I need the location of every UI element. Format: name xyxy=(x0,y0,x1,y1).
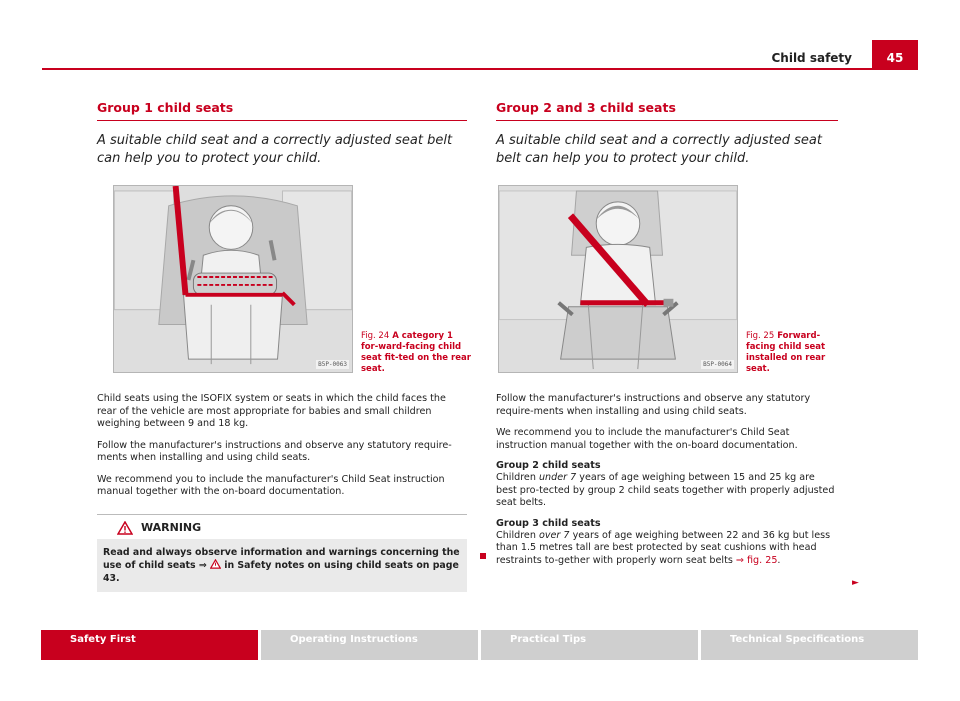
group-3-age: over 7 xyxy=(538,529,570,541)
warning-text-end: in Safety notes on using child seats on page 43. xyxy=(103,559,459,584)
right-paragraph-2: We recommend you to include the manufacturer's Child Seat instruction manual together with the on-board documentation. xyxy=(496,427,798,451)
continue-arrow-icon: ► xyxy=(852,578,859,588)
warning-title: WARNING xyxy=(141,521,202,534)
warning-header xyxy=(97,515,467,539)
figure-24-text: A category 1 for-ward-facing child seat fit-ted on the rear seat. xyxy=(361,331,471,374)
group-2-heading: Group 2 child seats xyxy=(496,460,601,471)
running-section-title: Child safety xyxy=(771,51,852,65)
group-3-heading: Group 3 child seats xyxy=(496,517,601,529)
figure-24-number: Fig. 24 xyxy=(361,331,390,341)
figure-24-illustration xyxy=(113,185,353,373)
booster-seat-illustration xyxy=(499,186,737,372)
figure-25-number: Fig. 25 xyxy=(746,331,775,341)
child-seat-forward-illustration xyxy=(114,186,352,372)
left-paragraph-2: Follow the manufacturer's instructions and observe any statutory require-ments when installing and using child seats. xyxy=(97,439,452,463)
group-2-age: under 7 xyxy=(538,472,577,483)
right-paragraph-1: Follow the manufacturer's instructions and observe any statutory require-ments when installing and using child seats. xyxy=(496,393,811,417)
page-number: 45 xyxy=(872,40,918,68)
figure-25-link[interactable]: ⇒ fig. 25 xyxy=(735,554,778,566)
group-3-text xyxy=(496,530,838,568)
warning-box xyxy=(97,514,467,592)
group-2-text-start: Children xyxy=(496,472,539,483)
left-paragraph-3: We recommend you to include the manufacturer's Child Seat instruction manual together with the on-board documentation. xyxy=(97,473,445,497)
group-1-title: Group 1 child seats xyxy=(97,100,467,121)
figure-24-caption xyxy=(361,331,471,375)
tab-technical-specifications[interactable]: Technical Specifications xyxy=(701,630,918,660)
tab-practical-tips[interactable]: Practical Tips xyxy=(481,630,698,660)
section-end-marker xyxy=(480,553,486,559)
figure-25 xyxy=(496,185,838,375)
group-3-text-start: Children xyxy=(496,529,539,541)
group-2-text xyxy=(496,472,838,510)
group-3-text-mid: years of age weighing between 22 and 36 kg but less than 1.5 metres tall are best protected by seat cushions with head restraints to-gether with properly worn seat belts xyxy=(496,529,831,566)
tab-operating-instructions[interactable]: Operating Instructions xyxy=(261,630,478,660)
figure-25-code: B5P-0064 xyxy=(703,361,732,368)
figure-24-code: B5P-0063 xyxy=(318,361,347,368)
warning-triangle-icon xyxy=(117,521,133,535)
warning-reference-icon[interactable] xyxy=(210,559,221,569)
warning-text xyxy=(97,539,467,592)
figure-25-illustration xyxy=(498,185,738,373)
group-2-text-end: years of age weighing between 15 and 25 kg are best pro-tected by group 2 child seats together with properly adjusted seat belts. xyxy=(496,472,835,508)
page-header xyxy=(42,40,918,70)
group-2-3-title: Group 2 and 3 child seats xyxy=(496,100,838,121)
right-column xyxy=(496,100,838,567)
figure-25-caption xyxy=(746,331,842,375)
warning-text-start: Read and always observe information and warnings concerning the use of child seats ⇒ xyxy=(103,546,460,571)
tab-safety-first[interactable]: Safety First xyxy=(41,630,258,660)
left-paragraph-1: Child seats using the ISOFIX system or seats in which the child faces the rear of the vehicle are most appropriate for babies and small children weighing between 9 and 18 kg. xyxy=(97,393,446,429)
left-column xyxy=(97,100,471,592)
group-2-3-intro: A suitable child seat and a correctly adjusted seat belt can help you to protect your child. xyxy=(496,133,822,166)
group-1-intro: A suitable child seat and a correctly adjusted seat belt can help you to protect your child. xyxy=(97,133,453,166)
figure-24 xyxy=(97,185,471,375)
footer-chapter-tabs xyxy=(41,630,918,660)
figure-25-text: Forward-facing child seat installed on rear seat. xyxy=(746,331,826,374)
group-3-text-end: . xyxy=(777,554,781,566)
